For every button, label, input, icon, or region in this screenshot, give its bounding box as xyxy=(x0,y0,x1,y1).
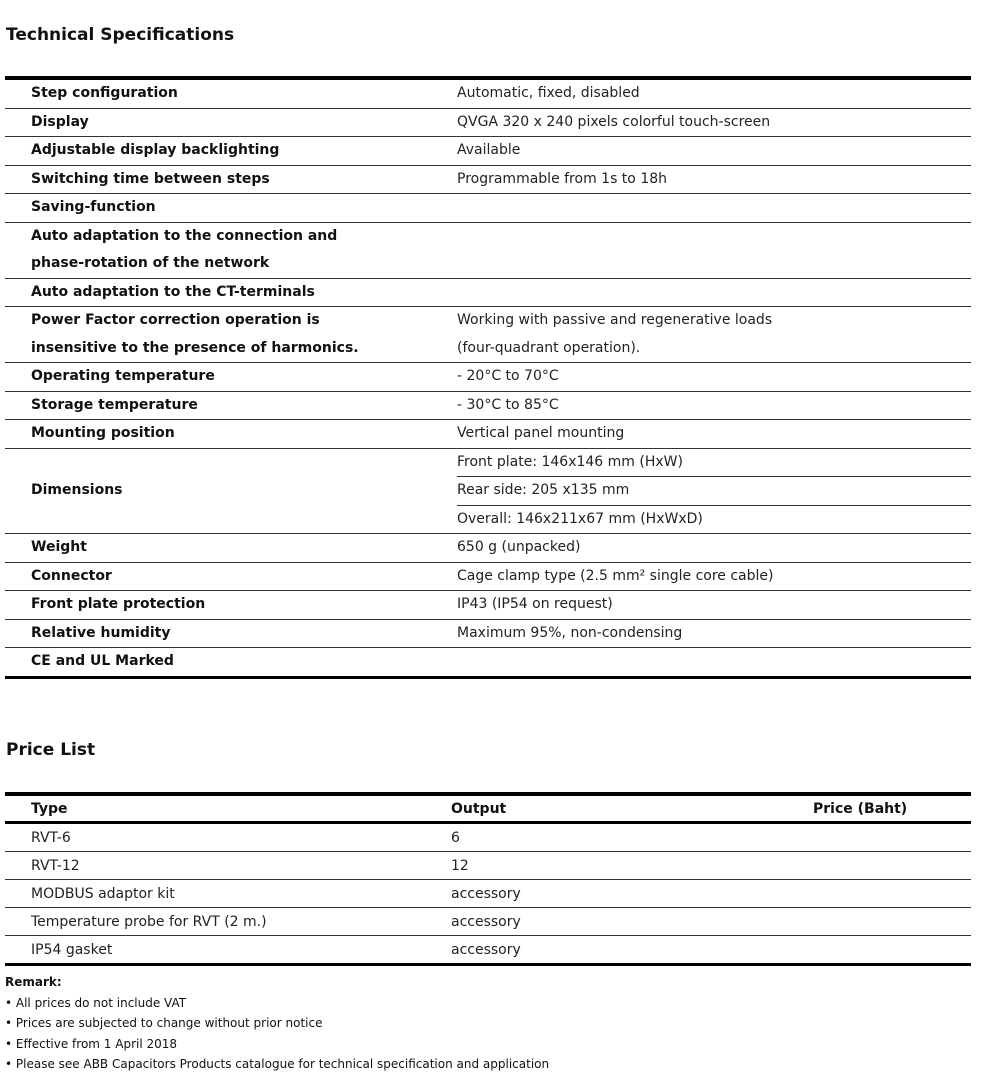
spec-value: Overall: 146x211x67 mm (HxWxD) xyxy=(457,505,971,534)
price-type: RVT-6 xyxy=(5,823,451,852)
price-value xyxy=(813,936,971,965)
spec-row xyxy=(5,591,971,620)
spec-value xyxy=(457,222,971,278)
price-value xyxy=(813,852,971,880)
spec-label xyxy=(5,307,457,363)
spec-value xyxy=(457,648,971,678)
spec-label: Dimensions xyxy=(5,448,457,534)
price-row xyxy=(5,880,971,908)
spec-label-line: Auto adaptation to the connection and xyxy=(31,227,338,244)
price-table xyxy=(5,792,971,966)
price-type: RVT-12 xyxy=(5,852,451,880)
spec-row xyxy=(5,648,971,678)
spec-value: QVGA 320 x 240 pixels colorful touch-screen xyxy=(457,108,971,137)
spec-label: CE and UL Marked xyxy=(31,653,174,669)
spec-row xyxy=(5,448,971,477)
spec-value xyxy=(457,278,971,307)
price-title: Price List xyxy=(6,740,96,760)
spec-title: Technical Specifications xyxy=(6,25,235,45)
spec-label: Auto adaptation to the CT-terminals xyxy=(5,278,457,307)
spec-value: IP43 (IP54 on request) xyxy=(457,591,971,620)
spec-value: Automatic, fixed, disabled xyxy=(457,78,971,108)
spec-label: Mounting position xyxy=(5,420,457,449)
header-type: Type xyxy=(5,794,451,823)
spec-label-line: Power Factor correction operation is xyxy=(31,312,320,328)
spec-label-line: phase-rotation of the network xyxy=(31,255,270,271)
spec-value: Maximum 95%, non-condensing xyxy=(457,619,971,648)
spec-value: - 20°C to 70°C xyxy=(457,363,971,392)
price-output: 12 xyxy=(451,852,813,880)
spec-row xyxy=(5,534,971,563)
spec-row xyxy=(5,194,971,223)
spec-label-line: insensitive to the presence of harmonics. xyxy=(31,339,359,356)
spec-label: Step configuration xyxy=(5,78,457,108)
price-row xyxy=(5,852,971,880)
header-output: Output xyxy=(451,794,813,823)
spec-value: Available xyxy=(457,137,971,166)
spec-value: Cage clamp type (2.5 mm² single core cable) xyxy=(457,562,971,591)
spec-table xyxy=(5,76,971,679)
spec-row xyxy=(5,363,971,392)
price-row xyxy=(5,908,971,936)
price-row xyxy=(5,936,971,965)
spec-label: Operating temperature xyxy=(5,363,457,392)
spec-label: Weight xyxy=(5,534,457,563)
price-type: MODBUS adaptor kit xyxy=(5,880,451,908)
spec-label: Switching time between steps xyxy=(5,165,457,194)
spec-label xyxy=(5,222,457,278)
spec-row xyxy=(5,307,971,363)
spec-row xyxy=(5,165,971,194)
price-value xyxy=(813,908,971,936)
spec-value: Front plate: 146x146 mm (HxW) xyxy=(457,448,971,477)
spec-value: Rear side: 205 x135 mm xyxy=(457,477,971,506)
spec-label: Saving-function xyxy=(5,194,457,223)
remarks xyxy=(5,972,549,1075)
price-output: 6 xyxy=(451,823,813,852)
spec-value-line: Working with passive and regenerative loads xyxy=(457,312,773,328)
spec-label: Front plate protection xyxy=(5,591,457,620)
spec-label: Display xyxy=(5,108,457,137)
price-output: accessory xyxy=(451,880,813,908)
remark-item: • Effective from 1 April 2018 xyxy=(5,1036,178,1051)
spec-value: Programmable from 1s to 18h xyxy=(457,165,971,194)
spec-label: Relative humidity xyxy=(5,619,457,648)
spec-value: 650 g (unpacked) xyxy=(457,534,971,563)
spec-label: Storage temperature xyxy=(5,391,457,420)
price-type: Temperature probe for RVT (2 m.) xyxy=(5,908,451,936)
spec-value-line: (four-quadrant operation). xyxy=(457,339,641,356)
price-output: accessory xyxy=(451,941,521,958)
spec-label: Connector xyxy=(5,562,457,591)
price-row xyxy=(5,823,971,852)
price-type: IP54 gasket xyxy=(31,941,113,958)
price-value xyxy=(813,880,971,908)
remark-item: • Please see ABB Capacitors Products catalogue for technical specification and application xyxy=(5,1057,550,1071)
spec-row xyxy=(5,278,971,307)
remark-item: • All prices do not include VAT xyxy=(5,995,187,1010)
price-output: accessory xyxy=(451,908,813,936)
price-value xyxy=(813,823,971,852)
remark-item: • Prices are subjected to change without prior notice xyxy=(5,1016,323,1030)
spec-row xyxy=(5,222,971,278)
remark-title: Remark: xyxy=(5,975,62,989)
spec-row xyxy=(5,391,971,420)
spec-row xyxy=(5,420,971,449)
spec-row xyxy=(5,619,971,648)
spec-row xyxy=(5,78,971,108)
spec-value: Vertical panel mounting xyxy=(457,420,971,449)
spec-row xyxy=(5,137,971,166)
spec-value xyxy=(457,307,971,363)
spec-row xyxy=(5,108,971,137)
header-price: Price (Baht) xyxy=(813,794,971,823)
spec-value xyxy=(457,194,971,223)
spec-value: - 30°C to 85°C xyxy=(457,391,971,420)
spec-label: Adjustable display backlighting xyxy=(5,137,457,166)
spec-row xyxy=(5,562,971,591)
